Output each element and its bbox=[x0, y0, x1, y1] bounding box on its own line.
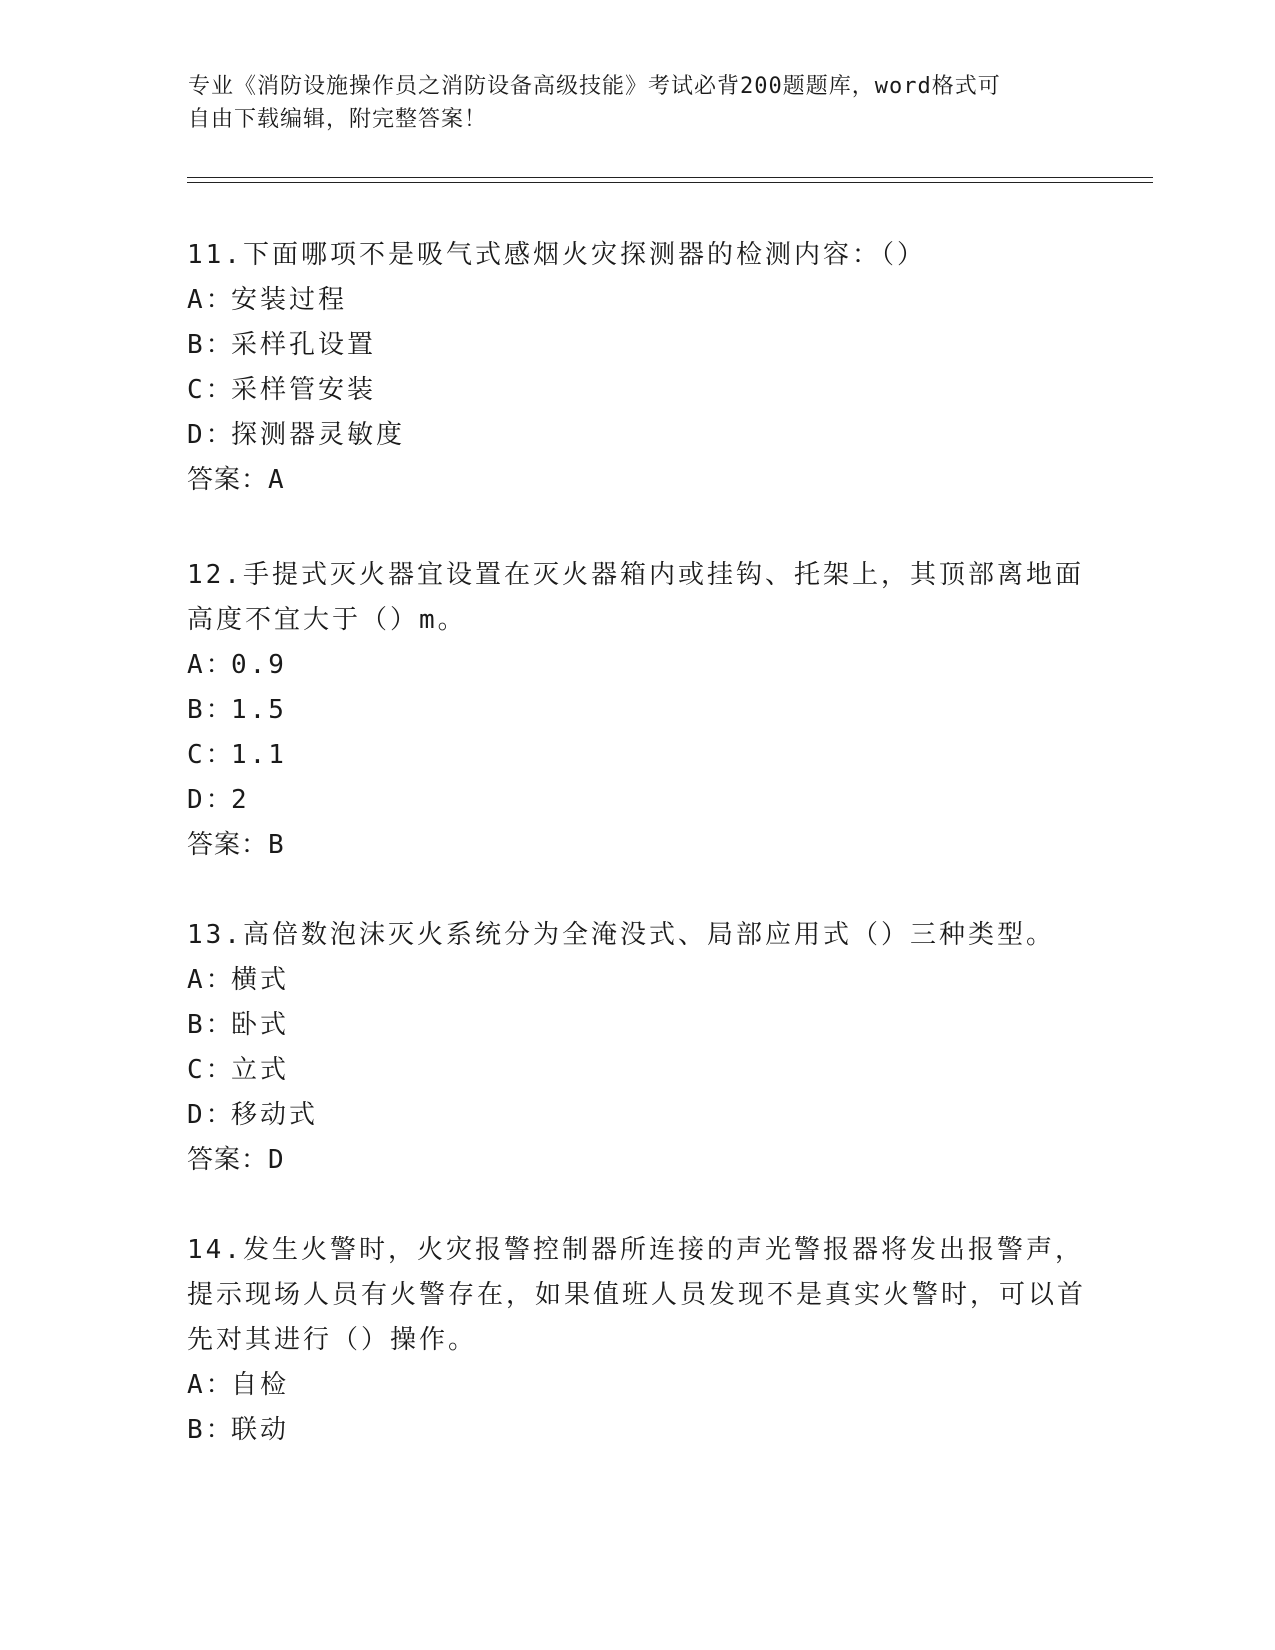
option-key: C： bbox=[187, 740, 235, 770]
header-line-1: 专业《消防设施操作员之消防设备高级技能》考试必背200题题库，word格式可 bbox=[188, 74, 1001, 99]
option-a bbox=[187, 1363, 1087, 1408]
option-text: 联动 bbox=[231, 1415, 290, 1445]
option-d bbox=[187, 1093, 1087, 1138]
question-12 bbox=[187, 553, 1087, 868]
document-header bbox=[188, 70, 1068, 136]
option-a bbox=[187, 643, 1087, 688]
header-divider-top bbox=[187, 177, 1153, 178]
option-c bbox=[187, 1048, 1087, 1093]
option-c bbox=[187, 368, 1087, 413]
question-13 bbox=[187, 913, 1087, 1183]
header-divider-bottom bbox=[187, 182, 1153, 183]
option-key: D： bbox=[187, 1100, 235, 1130]
question-14 bbox=[187, 1228, 1087, 1453]
option-key: C： bbox=[187, 1055, 235, 1085]
question-stem: 14.发生火警时，火灾报警控制器所连接的声光警报器将发出报警声，提示现场人员有火警存在，如果值班人员发现不是真实火警时，可以首先对其进行（）操作。 bbox=[187, 1235, 1087, 1355]
option-text: 采样管安装 bbox=[231, 375, 377, 405]
option-key: A： bbox=[187, 1370, 235, 1400]
option-key: B： bbox=[187, 1010, 235, 1040]
option-text: 探测器灵敏度 bbox=[231, 420, 406, 450]
option-key: D： bbox=[187, 420, 235, 450]
option-text: 1.5 bbox=[231, 695, 287, 725]
question-stem: 12.手提式灭火器宜设置在灭火器箱内或挂钩、托架上，其顶部离地面高度不宜大于（）m。 bbox=[187, 560, 1084, 635]
option-text: 采样孔设置 bbox=[231, 330, 377, 360]
option-b bbox=[187, 688, 1087, 733]
question-11 bbox=[187, 233, 1087, 503]
option-b bbox=[187, 323, 1087, 368]
answer: 答案：B bbox=[187, 830, 285, 860]
option-c bbox=[187, 733, 1087, 778]
option-b bbox=[187, 1003, 1087, 1048]
answer: 答案：D bbox=[187, 1145, 285, 1175]
option-key: B： bbox=[187, 330, 235, 360]
header-line-2: 自由下载编辑，附完整答案！ bbox=[188, 107, 488, 132]
option-a bbox=[187, 278, 1087, 323]
question-stem: 11.下面哪项不是吸气式感烟火灾探测器的检测内容：（） bbox=[187, 240, 926, 270]
option-text: 横式 bbox=[231, 965, 290, 995]
option-key: A： bbox=[187, 650, 235, 680]
option-key: B： bbox=[187, 695, 235, 725]
option-text: 移动式 bbox=[231, 1100, 319, 1130]
option-d bbox=[187, 778, 1087, 823]
option-key: D： bbox=[187, 785, 235, 815]
option-key: A： bbox=[187, 965, 235, 995]
option-key: A： bbox=[187, 285, 235, 315]
option-a bbox=[187, 958, 1087, 1003]
option-text: 立式 bbox=[231, 1055, 290, 1085]
option-text: 安装过程 bbox=[231, 285, 348, 315]
option-text: 2 bbox=[231, 785, 250, 815]
question-stem: 13.高倍数泡沫灭火系统分为全淹没式、局部应用式（）三种类型。 bbox=[187, 920, 1055, 950]
option-b bbox=[187, 1408, 1087, 1453]
option-d bbox=[187, 413, 1087, 458]
option-text: 1.1 bbox=[231, 740, 287, 770]
option-text: 0.9 bbox=[231, 650, 287, 680]
option-key: C： bbox=[187, 375, 235, 405]
answer: 答案：A bbox=[187, 465, 285, 495]
option-text: 自检 bbox=[231, 1370, 290, 1400]
option-key: B： bbox=[187, 1415, 235, 1445]
option-text: 卧式 bbox=[231, 1010, 290, 1040]
